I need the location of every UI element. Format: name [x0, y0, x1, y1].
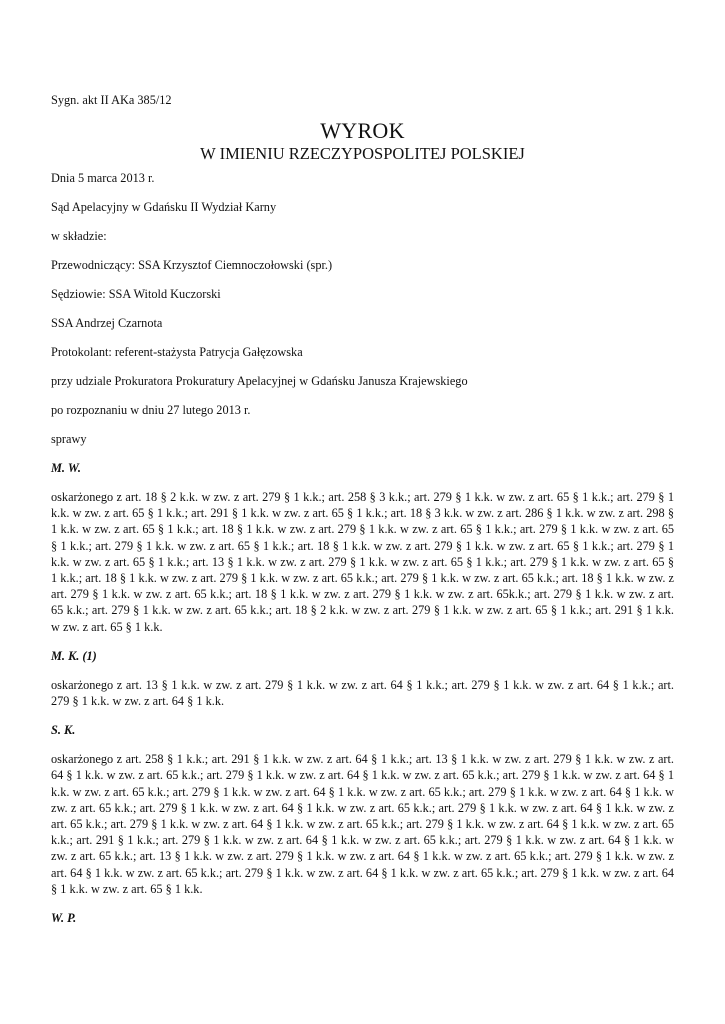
prosecutor-line: przy udziale Prokuratora Prokuratury Apelacyjnej w Gdańsku Janusza Krajewskiego [51, 374, 468, 388]
defendant-charges: oskarżonego z art. 13 § 1 k.k. w zw. z art. 279 § 1 k.k. w zw. z art. 64 § 1 k.k.; art. 279 § 1 k.k. w zw. z art. 64 § 1 k.k.; art. 279 § 1 k.k. w zw. z art. 64 § 1 k.k. [51, 677, 674, 709]
document-title: WYROK [320, 118, 405, 143]
judges-line: Sędziowie: SSA Witold Kuczorski [51, 287, 221, 301]
judgment-date: Dnia 5 marca 2013 r. [51, 171, 155, 185]
defendant-name: M. K. (1) [51, 648, 97, 663]
composition-intro: w składzie: [51, 229, 107, 243]
defendant-name: W. P. [51, 911, 77, 926]
document-subtitle: W IMIENIU RZECZYPOSPOLITEJ POLSKIEJ [200, 144, 525, 163]
second-judge: SSA Andrzej Czarnota [51, 316, 163, 330]
court-name: Sąd Apelacyjny w Gdańsku II Wydział Karny [51, 200, 277, 214]
hearing-date: po rozpoznaniu w dniu 27 lutego 2013 r. [51, 403, 251, 417]
defendant-name: S. K. [51, 723, 76, 738]
defendant-name: M. W. [51, 461, 81, 475]
case-signature: Sygn. akt II AKa 385/12 [51, 93, 172, 107]
case-intro: sprawy [51, 432, 87, 446]
judgment-document [51, 92, 674, 939]
court-clerk: Protokolant: referent-stażysta Patrycja Gałęzowska [51, 345, 303, 359]
presiding-judge: Przewodniczący: SSA Krzysztof Ciemnoczołowski (spr.) [51, 258, 333, 272]
defendant-charges: oskarżonego z art. 18 § 2 k.k. w zw. z art. 279 § 1 k.k.; art. 258 § 3 k.k.; art. 279 § 1 k.k. w zw. z art. 65 § 1 k.k.; art. 279 § 1 k.k. w zw. z art. 65 § 1 k.k.; art. 291 § 1 k.k. w zw. z art. 65 § 1 k.k.; art. 18 § 3 k.k. w zw. z art. 286 § 1 k.k. w zw. z art. 298 § 1 k.k. w zw. z art. 65 § 1 k.k.; art. 18 § 1 k.k. w zw. z art. 279 § 1 k.k. w zw. z art. 65 § 1 k.k.; art. 279 § 1 k.k. w zw. z art. 65 § 1 k.k.; art. 279 § 1 k.k. w zw. z art. 65 § 1 k.k.; art. 18 § 1 k.k. w zw. z art. 279 § 1 k.k. w zw. z art. 65 § 1 k.k.; art. 279 § 1 k.k. w zw. z art. 65 § 1 k.k.; art. 13 § 1 k.k. w zw. z art. 279 § 1 k.k. w zw. z art. 65 § 1 k.k.; art. 279 § 1 k.k. w zw. z art. 65 § 1 k.k.; art. 18 § 1 k.k. w zw. z art. 279 § 1 k.k. w zw. z art. 65 k.k.; art. 279 § 1 k.k. w zw. z art. 65 k.k.; art. 18 § 1 k.k. w zw. z art. 279 § 1 k.k. w zw. z art. 65 k.k.; art. 18 § 1 k.k. w zw. z art. 279 § 1 k.k. w zw. z art. 65k.k.; art. 279 § 1 k.k. w zw. z art. 65 k.k.; art. 279 § 1 k.k. w zw. z art. 65 k.k.; art. 18 § 2 k.k. w zw. z art. 279 § 1 k.k. w zw. z art. 65 § 1 k.k.; art. 291 § 1 k.k. w zw. z art. 65 § 1 k.k. [51, 490, 674, 634]
defendant-charges: oskarżonego z art. 258 § 1 k.k.; art. 291 § 1 k.k. w zw. z art. 64 § 1 k.k.; art. 13 § 1 k.k. w zw. z art. 279 § 1 k.k. w zw. z art. 64 § 1 k.k. w zw. z art. 65 k.k.; art. 279 § 1 k.k. w zw. z art. 64 § 1 k.k. w zw. z art. 65 k.k.; art. 279 § 1 k.k. w zw. z art. 64 § 1 k.k. w zw. z art. 65 k.k.; art. 279 § 1 k.k. w zw. z art. 64 § 1 k.k. w zw. z art. 65 k.k.; art. 279 § 1 k.k. w zw. z art. 64 § 1 k.k. w zw. z art. 65 k.k.; art. 279 § 1 k.k. w zw. z art. 64 § 1 k.k. w zw. z art. 65 k.k.; art. 279 § 1 k.k. w zw. z art. 64 § 1 k.k. w zw. z art. 65 k.k.; art. 279 § 1 k.k. w zw. z art. 64 § 1 k.k. w zw. z art. 65 k.k.; art. 279 § 1 k.k. w zw. z art. 64 § 1 k.k. w zw. z art. 65 k.k.; art. 291 § 1 k.k.; art. 279 § 1 k.k. w zw. z art. 64 § 1 k.k. w zw. z art. 65 k.k.; art. 279 § 1 k.k. w zw. z art. 64 § 1 k.k. w zw. z art. 65 k.k.; art. 13 § 1 k.k. w zw. z art. 279 § 1 k.k. w zw. z art. 64 § 1 k.k. w zw. z art. 65 k.k.; art. 279 § 1 k.k. w zw. z art. 64 § 1 k.k. w zw. z art. 65 k.k.; art. 279 § 1 k.k. w zw. z art. 64 § 1 k.k. w zw. z art. 65 k.k.; art. 279 § 1 k.k. w zw. z art. 64 § 1 k.k. w zw. z art. 65 § 1 k.k. [51, 752, 674, 896]
